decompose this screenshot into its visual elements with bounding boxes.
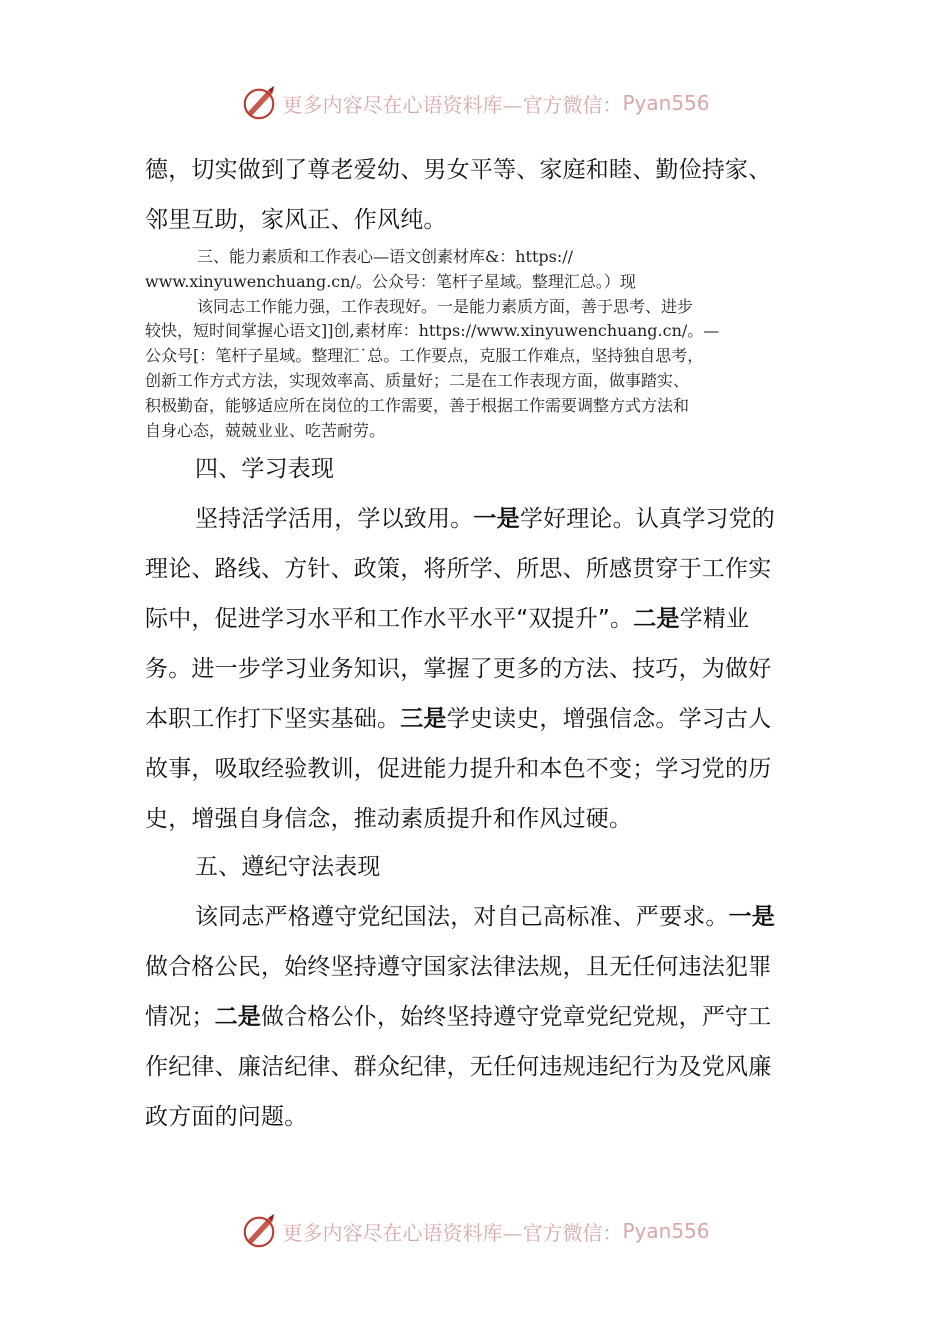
section-discipline [145, 842, 810, 1142]
paragraph-family [145, 145, 810, 245]
watermark-handle: Pyan556 [622, 91, 710, 115]
text-line: 情况；二是做合格公仆，始终坚持遵守党章党纪党规，严守工 [145, 1004, 772, 1030]
section-4-heading: 四、学习表现 [195, 456, 335, 482]
text-line: 德，切实做到了尊老爱幼、男女平等、家庭和睦、勤俭持家、 [145, 157, 772, 183]
watermark-text: 更多内容尽在心语资料库—官方微信： [282, 1220, 623, 1245]
text-line: 作纪律、廉洁纪律、群众纪律，无任何违规违纪行为及党风廉 [145, 1054, 772, 1080]
text-line: 故事，吸取经验教训，促进能力提升和本色不变；学习党的历 [145, 756, 772, 782]
watermark-handle: Pyan556 [622, 1219, 710, 1243]
text-line: 本职工作打下坚实基础。三是学史读史，增强信念。学习古人 [145, 706, 772, 732]
footer-watermark [0, 1212, 950, 1250]
text-line: 积极勤奋，能够适应所在岗位的工作需要，善于根据工作需要调整方式方法和 [145, 395, 690, 415]
text-line: 际中，促进学习水平和工作水平水平“双提升”。二是学精业 [145, 606, 750, 632]
section-3-heading: 三、能力素质和工作表心—语文创素材库&：https:// [197, 247, 574, 266]
text-line: 邻里互助，家风正、作风纯。 [145, 207, 447, 233]
text-line: 自身心态，兢兢业业、吃苦耐劳。 [145, 420, 386, 440]
header-watermark [0, 84, 950, 122]
text-line: 坚持活学活用，学以致用。一是学好理论。认真学习党的 [195, 506, 776, 532]
text-line: 公众号[：笔杆子星域。整理汇˙总。工作要点，克服工作难点，坚持独自思考， [145, 346, 704, 366]
text-line: 史，增强自身信念，推动素质提升和作风过硬。 [145, 806, 633, 832]
text-line: 该同志工作能力强，工作表现好。一是能力素质方面，善于思考、进步 [197, 296, 694, 316]
section-ability [145, 245, 810, 443]
pen-logo-icon [240, 1212, 278, 1250]
text-line: 理论、路线、方针、政策，将所学、所思、所感贯穿于工作实 [145, 556, 772, 582]
pen-logo-icon [240, 84, 278, 122]
text-line: 做合格公民，始终坚持遵守国家法律法规，且无任何违法犯罪 [145, 954, 772, 980]
section-study [145, 444, 810, 844]
text-line: 较快，短时间掌握心语文]]创,素材库：https://www.xinyuwenchuang.cn/。— [145, 321, 720, 341]
watermark-text: 更多内容尽在心语资料库—官方微信： [282, 92, 623, 117]
text-line: 该同志严格遵守党纪国法，对自己高标准、严要求。一是 [195, 904, 776, 930]
text-line: 创新工作方式方法，实现效率高、质量好；二是在工作表现方面，做事踏实、 [145, 370, 690, 390]
text-line: 政方面的问题。 [145, 1104, 308, 1130]
text-line: www.xinyuwenchuang.cn/。公众号：笔杆子星域。整理汇总。）现 [145, 271, 636, 291]
text-line: 务。进一步学习业务知识，掌握了更多的方法、技巧，为做好 [145, 656, 772, 682]
section-5-heading: 五、遵纪守法表现 [195, 854, 381, 880]
